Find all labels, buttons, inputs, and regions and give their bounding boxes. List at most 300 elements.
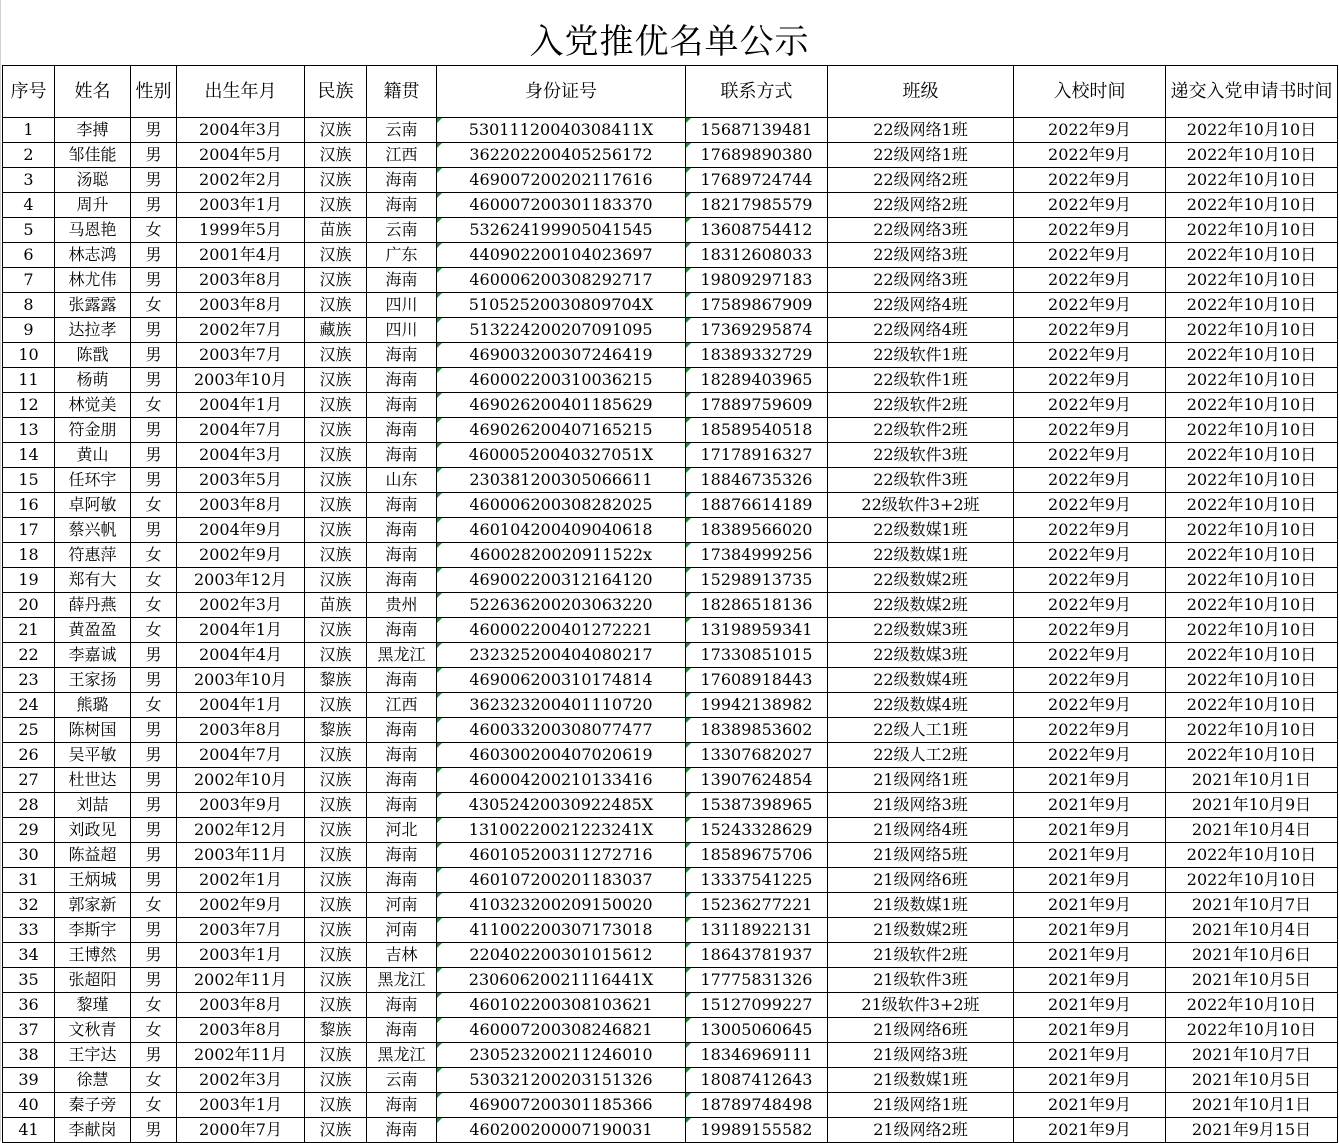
cell-enroll-date[interactable]: 2022年9月 bbox=[1014, 518, 1166, 543]
cell-id-number[interactable]: 230381200305066611 bbox=[437, 468, 686, 493]
cell-hometown[interactable]: 海南 bbox=[367, 368, 437, 393]
cell-hometown[interactable]: 海南 bbox=[367, 518, 437, 543]
cell-class[interactable]: 22级数媒2班 bbox=[828, 568, 1014, 593]
cell-contact[interactable]: 18087412643 bbox=[686, 1068, 828, 1093]
cell-name[interactable]: 马恩艳 bbox=[55, 218, 131, 243]
cell-application-date[interactable]: 2021年10月5日 bbox=[1166, 1068, 1338, 1093]
cell-birth[interactable]: 2000年7月 bbox=[177, 1118, 305, 1143]
cell-birth[interactable]: 2004年7月 bbox=[177, 743, 305, 768]
cell-name[interactable]: 林尤伟 bbox=[55, 268, 131, 293]
cell-index[interactable]: 27 bbox=[3, 768, 55, 793]
cell-gender[interactable]: 女 bbox=[131, 693, 177, 718]
cell-application-date[interactable]: 2022年10月10日 bbox=[1166, 243, 1338, 268]
cell-hometown[interactable]: 黑龙江 bbox=[367, 643, 437, 668]
cell-birth[interactable]: 2002年3月 bbox=[177, 593, 305, 618]
cell-id-number[interactable]: 362202200405256172 bbox=[437, 143, 686, 168]
cell-class[interactable]: 21级网络6班 bbox=[828, 1018, 1014, 1043]
cell-name[interactable]: 杜世达 bbox=[55, 768, 131, 793]
cell-class[interactable]: 22级数媒1班 bbox=[828, 518, 1014, 543]
cell-enroll-date[interactable]: 2021年9月 bbox=[1014, 1043, 1166, 1068]
cell-index[interactable]: 28 bbox=[3, 793, 55, 818]
cell-id-number[interactable]: 460104200409040618 bbox=[437, 518, 686, 543]
cell-application-date[interactable]: 2022年10月10日 bbox=[1166, 593, 1338, 618]
cell-name[interactable]: 陈益超 bbox=[55, 843, 131, 868]
cell-hometown[interactable]: 海南 bbox=[367, 668, 437, 693]
cell-application-date[interactable]: 2022年10月10日 bbox=[1166, 718, 1338, 743]
cell-name[interactable]: 符惠萍 bbox=[55, 543, 131, 568]
cell-hometown[interactable]: 四川 bbox=[367, 293, 437, 318]
cell-gender[interactable]: 男 bbox=[131, 418, 177, 443]
cell-id-number[interactable]: 51052520030809704X bbox=[437, 293, 686, 318]
cell-name[interactable]: 文秋青 bbox=[55, 1018, 131, 1043]
cell-name[interactable]: 邹佳能 bbox=[55, 143, 131, 168]
cell-application-date[interactable]: 2022年10月10日 bbox=[1166, 293, 1338, 318]
cell-birth[interactable]: 2003年1月 bbox=[177, 193, 305, 218]
cell-contact[interactable]: 13198959341 bbox=[686, 618, 828, 643]
cell-name[interactable]: 李搏 bbox=[55, 118, 131, 143]
cell-index[interactable]: 12 bbox=[3, 393, 55, 418]
cell-birth[interactable]: 2003年8月 bbox=[177, 293, 305, 318]
cell-id-number[interactable]: 469002200312164120 bbox=[437, 568, 686, 593]
cell-application-date[interactable]: 2022年10月10日 bbox=[1166, 743, 1338, 768]
cell-contact[interactable]: 18389566020 bbox=[686, 518, 828, 543]
header-contact[interactable]: 联系方式 bbox=[686, 66, 828, 118]
cell-gender[interactable]: 女 bbox=[131, 593, 177, 618]
cell-gender[interactable]: 男 bbox=[131, 368, 177, 393]
cell-index[interactable]: 32 bbox=[3, 893, 55, 918]
cell-application-date[interactable]: 2022年10月10日 bbox=[1166, 843, 1338, 868]
cell-index[interactable]: 5 bbox=[3, 218, 55, 243]
cell-contact[interactable]: 17689890380 bbox=[686, 143, 828, 168]
cell-class[interactable]: 21级数媒1班 bbox=[828, 1068, 1014, 1093]
cell-index[interactable]: 19 bbox=[3, 568, 55, 593]
cell-gender[interactable]: 男 bbox=[131, 843, 177, 868]
cell-birth[interactable]: 2004年9月 bbox=[177, 518, 305, 543]
cell-hometown[interactable]: 河南 bbox=[367, 918, 437, 943]
cell-name[interactable]: 徐慧 bbox=[55, 1068, 131, 1093]
cell-name[interactable]: 卓阿敏 bbox=[55, 493, 131, 518]
cell-ethnicity[interactable]: 汉族 bbox=[305, 193, 367, 218]
cell-enroll-date[interactable]: 2021年9月 bbox=[1014, 1018, 1166, 1043]
cell-birth[interactable]: 2003年10月 bbox=[177, 668, 305, 693]
cell-ethnicity[interactable]: 汉族 bbox=[305, 418, 367, 443]
cell-index[interactable]: 39 bbox=[3, 1068, 55, 1093]
cell-name[interactable]: 汤聪 bbox=[55, 168, 131, 193]
cell-application-date[interactable]: 2022年10月10日 bbox=[1166, 618, 1338, 643]
cell-index[interactable]: 17 bbox=[3, 518, 55, 543]
cell-ethnicity[interactable]: 汉族 bbox=[305, 943, 367, 968]
cell-hometown[interactable]: 海南 bbox=[367, 1118, 437, 1143]
cell-index[interactable]: 22 bbox=[3, 643, 55, 668]
cell-contact[interactable]: 18286518136 bbox=[686, 593, 828, 618]
cell-id-number[interactable]: 460006200308282025 bbox=[437, 493, 686, 518]
cell-ethnicity[interactable]: 汉族 bbox=[305, 843, 367, 868]
cell-application-date[interactable]: 2022年10月10日 bbox=[1166, 368, 1338, 393]
cell-index[interactable]: 38 bbox=[3, 1043, 55, 1068]
cell-id-number[interactable]: 230523200211246010 bbox=[437, 1043, 686, 1068]
header-class[interactable]: 班级 bbox=[828, 66, 1014, 118]
cell-birth[interactable]: 2003年8月 bbox=[177, 1018, 305, 1043]
cell-enroll-date[interactable]: 2022年9月 bbox=[1014, 618, 1166, 643]
cell-enroll-date[interactable]: 2022年9月 bbox=[1014, 568, 1166, 593]
cell-birth[interactable]: 2002年11月 bbox=[177, 968, 305, 993]
header-index[interactable]: 序号 bbox=[3, 66, 55, 118]
cell-hometown[interactable]: 海南 bbox=[367, 1093, 437, 1118]
cell-hometown[interactable]: 广东 bbox=[367, 243, 437, 268]
cell-birth[interactable]: 2002年11月 bbox=[177, 1043, 305, 1068]
cell-birth[interactable]: 2003年8月 bbox=[177, 718, 305, 743]
cell-index[interactable]: 35 bbox=[3, 968, 55, 993]
cell-id-number[interactable]: 522636200203063220 bbox=[437, 593, 686, 618]
cell-enroll-date[interactable]: 2022年9月 bbox=[1014, 193, 1166, 218]
cell-class[interactable]: 22级人工2班 bbox=[828, 743, 1014, 768]
cell-enroll-date[interactable]: 2022年9月 bbox=[1014, 493, 1166, 518]
cell-hometown[interactable]: 贵州 bbox=[367, 593, 437, 618]
cell-gender[interactable]: 女 bbox=[131, 293, 177, 318]
cell-id-number[interactable]: 440902200104023697 bbox=[437, 243, 686, 268]
cell-gender[interactable]: 女 bbox=[131, 1093, 177, 1118]
cell-enroll-date[interactable]: 2022年9月 bbox=[1014, 318, 1166, 343]
cell-birth[interactable]: 2003年12月 bbox=[177, 568, 305, 593]
cell-class[interactable]: 22级网络1班 bbox=[828, 118, 1014, 143]
cell-index[interactable]: 23 bbox=[3, 668, 55, 693]
cell-index[interactable]: 26 bbox=[3, 743, 55, 768]
cell-ethnicity[interactable]: 苗族 bbox=[305, 593, 367, 618]
cell-birth[interactable]: 2002年3月 bbox=[177, 1068, 305, 1093]
cell-name[interactable]: 林觉美 bbox=[55, 393, 131, 418]
cell-gender[interactable]: 男 bbox=[131, 668, 177, 693]
cell-class[interactable]: 22级网络1班 bbox=[828, 143, 1014, 168]
cell-ethnicity[interactable]: 汉族 bbox=[305, 118, 367, 143]
cell-gender[interactable]: 男 bbox=[131, 918, 177, 943]
cell-ethnicity[interactable]: 汉族 bbox=[305, 393, 367, 418]
cell-enroll-date[interactable]: 2021年9月 bbox=[1014, 1093, 1166, 1118]
cell-hometown[interactable]: 海南 bbox=[367, 493, 437, 518]
cell-enroll-date[interactable]: 2022年9月 bbox=[1014, 718, 1166, 743]
cell-gender[interactable]: 女 bbox=[131, 543, 177, 568]
cell-enroll-date[interactable]: 2022年9月 bbox=[1014, 693, 1166, 718]
cell-name[interactable]: 薛丹燕 bbox=[55, 593, 131, 618]
cell-class[interactable]: 22级数媒1班 bbox=[828, 543, 1014, 568]
cell-application-date[interactable]: 2022年10月10日 bbox=[1166, 318, 1338, 343]
cell-class[interactable]: 22级人工1班 bbox=[828, 718, 1014, 743]
cell-id-number[interactable]: 460004200210133416 bbox=[437, 768, 686, 793]
cell-class[interactable]: 22级软件1班 bbox=[828, 368, 1014, 393]
cell-birth[interactable]: 2003年7月 bbox=[177, 918, 305, 943]
cell-application-date[interactable]: 2021年10月4日 bbox=[1166, 818, 1338, 843]
cell-birth[interactable]: 2004年7月 bbox=[177, 418, 305, 443]
cell-contact[interactable]: 18289403965 bbox=[686, 368, 828, 393]
cell-application-date[interactable]: 2022年10月10日 bbox=[1166, 568, 1338, 593]
cell-ethnicity[interactable]: 汉族 bbox=[305, 568, 367, 593]
cell-birth[interactable]: 2002年9月 bbox=[177, 893, 305, 918]
cell-contact[interactable]: 19809297183 bbox=[686, 268, 828, 293]
cell-class[interactable]: 21级网络2班 bbox=[828, 1118, 1014, 1143]
cell-gender[interactable]: 女 bbox=[131, 493, 177, 518]
cell-gender[interactable]: 女 bbox=[131, 993, 177, 1018]
cell-application-date[interactable]: 2022年10月10日 bbox=[1166, 518, 1338, 543]
cell-hometown[interactable]: 江西 bbox=[367, 143, 437, 168]
cell-hometown[interactable]: 四川 bbox=[367, 318, 437, 343]
cell-index[interactable]: 7 bbox=[3, 268, 55, 293]
cell-enroll-date[interactable]: 2022年9月 bbox=[1014, 418, 1166, 443]
cell-application-date[interactable]: 2022年10月10日 bbox=[1166, 993, 1338, 1018]
cell-index[interactable]: 14 bbox=[3, 443, 55, 468]
cell-hometown[interactable]: 海南 bbox=[367, 193, 437, 218]
cell-gender[interactable]: 女 bbox=[131, 893, 177, 918]
cell-contact[interactable]: 17369295874 bbox=[686, 318, 828, 343]
cell-ethnicity[interactable]: 汉族 bbox=[305, 1068, 367, 1093]
cell-hometown[interactable]: 海南 bbox=[367, 268, 437, 293]
cell-name[interactable]: 周升 bbox=[55, 193, 131, 218]
cell-name[interactable]: 黎瑾 bbox=[55, 993, 131, 1018]
cell-id-number[interactable]: 410323200209150020 bbox=[437, 893, 686, 918]
cell-hometown[interactable]: 海南 bbox=[367, 868, 437, 893]
cell-id-number[interactable]: 46002820020911522x bbox=[437, 543, 686, 568]
cell-ethnicity[interactable]: 汉族 bbox=[305, 518, 367, 543]
cell-birth[interactable]: 2004年1月 bbox=[177, 618, 305, 643]
cell-id-number[interactable]: 53011120040308411X bbox=[437, 118, 686, 143]
cell-class[interactable]: 21级网络5班 bbox=[828, 843, 1014, 868]
cell-id-number[interactable]: 411002200307173018 bbox=[437, 918, 686, 943]
cell-index[interactable]: 11 bbox=[3, 368, 55, 393]
cell-ethnicity[interactable]: 汉族 bbox=[305, 993, 367, 1018]
cell-hometown[interactable]: 海南 bbox=[367, 343, 437, 368]
cell-hometown[interactable]: 云南 bbox=[367, 1068, 437, 1093]
cell-name[interactable]: 李献岗 bbox=[55, 1118, 131, 1143]
cell-application-date[interactable]: 2022年10月10日 bbox=[1166, 493, 1338, 518]
cell-name[interactable]: 李嘉诚 bbox=[55, 643, 131, 668]
cell-ethnicity[interactable]: 汉族 bbox=[305, 468, 367, 493]
cell-contact[interactable]: 15387398965 bbox=[686, 793, 828, 818]
cell-class[interactable]: 22级软件2班 bbox=[828, 418, 1014, 443]
cell-name[interactable]: 林志鸿 bbox=[55, 243, 131, 268]
cell-enroll-date[interactable]: 2021年9月 bbox=[1014, 768, 1166, 793]
cell-class[interactable]: 21级网络3班 bbox=[828, 1043, 1014, 1068]
cell-ethnicity[interactable]: 汉族 bbox=[305, 543, 367, 568]
cell-class[interactable]: 22级软件1班 bbox=[828, 343, 1014, 368]
cell-application-date[interactable]: 2022年10月10日 bbox=[1166, 1018, 1338, 1043]
cell-contact[interactable]: 19989155582 bbox=[686, 1118, 828, 1143]
cell-id-number[interactable]: 513224200207091095 bbox=[437, 318, 686, 343]
cell-name[interactable]: 杨萌 bbox=[55, 368, 131, 393]
cell-index[interactable]: 24 bbox=[3, 693, 55, 718]
cell-id-number[interactable]: 469007200202117616 bbox=[437, 168, 686, 193]
cell-gender[interactable]: 男 bbox=[131, 1118, 177, 1143]
cell-hometown[interactable]: 海南 bbox=[367, 168, 437, 193]
cell-enroll-date[interactable]: 2021年9月 bbox=[1014, 868, 1166, 893]
cell-index[interactable]: 33 bbox=[3, 918, 55, 943]
cell-id-number[interactable]: 460300200407020619 bbox=[437, 743, 686, 768]
cell-class[interactable]: 22级数媒2班 bbox=[828, 593, 1014, 618]
cell-enroll-date[interactable]: 2021年9月 bbox=[1014, 1068, 1166, 1093]
cell-ethnicity[interactable]: 汉族 bbox=[305, 268, 367, 293]
cell-hometown[interactable]: 海南 bbox=[367, 618, 437, 643]
cell-index[interactable]: 25 bbox=[3, 718, 55, 743]
cell-name[interactable]: 黄盈盈 bbox=[55, 618, 131, 643]
cell-id-number[interactable]: 13100220021223241X bbox=[437, 818, 686, 843]
cell-name[interactable]: 王博然 bbox=[55, 943, 131, 968]
cell-hometown[interactable]: 海南 bbox=[367, 418, 437, 443]
cell-name[interactable]: 陈树国 bbox=[55, 718, 131, 743]
cell-index[interactable]: 34 bbox=[3, 943, 55, 968]
cell-name[interactable]: 秦子旁 bbox=[55, 1093, 131, 1118]
cell-enroll-date[interactable]: 2022年9月 bbox=[1014, 243, 1166, 268]
cell-gender[interactable]: 男 bbox=[131, 318, 177, 343]
cell-contact[interactable]: 15687139481 bbox=[686, 118, 828, 143]
cell-contact[interactable]: 18312608033 bbox=[686, 243, 828, 268]
cell-contact[interactable]: 17608918443 bbox=[686, 668, 828, 693]
cell-enroll-date[interactable]: 2022年9月 bbox=[1014, 668, 1166, 693]
cell-gender[interactable]: 男 bbox=[131, 743, 177, 768]
cell-gender[interactable]: 女 bbox=[131, 618, 177, 643]
cell-contact[interactable]: 18346969111 bbox=[686, 1043, 828, 1068]
cell-index[interactable]: 13 bbox=[3, 418, 55, 443]
cell-gender[interactable]: 男 bbox=[131, 118, 177, 143]
cell-application-date[interactable]: 2022年10月10日 bbox=[1166, 643, 1338, 668]
cell-hometown[interactable]: 海南 bbox=[367, 743, 437, 768]
header-ethnicity[interactable]: 民族 bbox=[305, 66, 367, 118]
cell-hometown[interactable]: 河北 bbox=[367, 818, 437, 843]
cell-contact[interactable]: 15298913735 bbox=[686, 568, 828, 593]
cell-gender[interactable]: 男 bbox=[131, 1043, 177, 1068]
cell-class[interactable]: 21级数媒2班 bbox=[828, 918, 1014, 943]
cell-id-number[interactable]: 469026200407165215 bbox=[437, 418, 686, 443]
cell-class[interactable]: 21级数媒1班 bbox=[828, 893, 1014, 918]
cell-ethnicity[interactable]: 汉族 bbox=[305, 1093, 367, 1118]
cell-id-number[interactable]: 460102200308103621 bbox=[437, 993, 686, 1018]
cell-gender[interactable]: 女 bbox=[131, 218, 177, 243]
cell-name[interactable]: 吴平敏 bbox=[55, 743, 131, 768]
cell-hometown[interactable]: 海南 bbox=[367, 543, 437, 568]
cell-enroll-date[interactable]: 2022年9月 bbox=[1014, 168, 1166, 193]
cell-birth[interactable]: 2003年5月 bbox=[177, 468, 305, 493]
cell-contact[interactable]: 17689724744 bbox=[686, 168, 828, 193]
cell-ethnicity[interactable]: 黎族 bbox=[305, 718, 367, 743]
cell-application-date[interactable]: 2022年10月10日 bbox=[1166, 693, 1338, 718]
cell-index[interactable]: 36 bbox=[3, 993, 55, 1018]
cell-id-number[interactable]: 460002200310036215 bbox=[437, 368, 686, 393]
cell-class[interactable]: 22级软件2班 bbox=[828, 393, 1014, 418]
cell-id-number[interactable]: 460007200308246821 bbox=[437, 1018, 686, 1043]
cell-enroll-date[interactable]: 2022年9月 bbox=[1014, 643, 1166, 668]
cell-id-number[interactable]: 43052420030922485X bbox=[437, 793, 686, 818]
cell-application-date[interactable]: 2021年10月7日 bbox=[1166, 893, 1338, 918]
cell-gender[interactable]: 女 bbox=[131, 568, 177, 593]
cell-name[interactable]: 张露露 bbox=[55, 293, 131, 318]
cell-name[interactable]: 王炳城 bbox=[55, 868, 131, 893]
cell-index[interactable]: 40 bbox=[3, 1093, 55, 1118]
cell-gender[interactable]: 男 bbox=[131, 968, 177, 993]
cell-name[interactable]: 蔡兴帆 bbox=[55, 518, 131, 543]
cell-class[interactable]: 21级软件3班 bbox=[828, 968, 1014, 993]
cell-enroll-date[interactable]: 2022年9月 bbox=[1014, 593, 1166, 618]
cell-enroll-date[interactable]: 2021年9月 bbox=[1014, 893, 1166, 918]
cell-id-number[interactable]: 46000520040327051X bbox=[437, 443, 686, 468]
cell-gender[interactable]: 女 bbox=[131, 1068, 177, 1093]
cell-ethnicity[interactable]: 汉族 bbox=[305, 143, 367, 168]
cell-contact[interactable]: 13608754412 bbox=[686, 218, 828, 243]
cell-application-date[interactable]: 2022年10月10日 bbox=[1166, 168, 1338, 193]
cell-index[interactable]: 18 bbox=[3, 543, 55, 568]
cell-application-date[interactable]: 2021年10月1日 bbox=[1166, 1093, 1338, 1118]
cell-index[interactable]: 2 bbox=[3, 143, 55, 168]
cell-id-number[interactable]: 532624199905041545 bbox=[437, 218, 686, 243]
cell-class[interactable]: 22级软件3班 bbox=[828, 468, 1014, 493]
cell-index[interactable]: 9 bbox=[3, 318, 55, 343]
cell-contact[interactable]: 17330851015 bbox=[686, 643, 828, 668]
cell-enroll-date[interactable]: 2022年9月 bbox=[1014, 443, 1166, 468]
cell-hometown[interactable]: 江西 bbox=[367, 693, 437, 718]
cell-index[interactable]: 10 bbox=[3, 343, 55, 368]
cell-ethnicity[interactable]: 汉族 bbox=[305, 768, 367, 793]
cell-ethnicity[interactable]: 汉族 bbox=[305, 793, 367, 818]
cell-contact[interactable]: 13337541225 bbox=[686, 868, 828, 893]
cell-application-date[interactable]: 2022年10月10日 bbox=[1166, 193, 1338, 218]
cell-enroll-date[interactable]: 2022年9月 bbox=[1014, 468, 1166, 493]
cell-id-number[interactable]: 362323200401110720 bbox=[437, 693, 686, 718]
cell-contact[interactable]: 13307682027 bbox=[686, 743, 828, 768]
cell-class[interactable]: 21级网络1班 bbox=[828, 1093, 1014, 1118]
cell-name[interactable]: 张超阳 bbox=[55, 968, 131, 993]
cell-name[interactable]: 郑有大 bbox=[55, 568, 131, 593]
cell-id-number[interactable]: 460200200007190031 bbox=[437, 1118, 686, 1143]
cell-gender[interactable]: 男 bbox=[131, 643, 177, 668]
cell-birth[interactable]: 2003年7月 bbox=[177, 343, 305, 368]
cell-ethnicity[interactable]: 汉族 bbox=[305, 643, 367, 668]
cell-enroll-date[interactable]: 2022年9月 bbox=[1014, 393, 1166, 418]
cell-index[interactable]: 15 bbox=[3, 468, 55, 493]
cell-ethnicity[interactable]: 汉族 bbox=[305, 168, 367, 193]
cell-birth[interactable]: 2004年1月 bbox=[177, 693, 305, 718]
cell-enroll-date[interactable]: 2021年9月 bbox=[1014, 993, 1166, 1018]
cell-class[interactable]: 22级网络3班 bbox=[828, 218, 1014, 243]
cell-index[interactable]: 16 bbox=[3, 493, 55, 518]
cell-gender[interactable]: 男 bbox=[131, 268, 177, 293]
cell-contact[interactable]: 18589540518 bbox=[686, 418, 828, 443]
cell-contact[interactable]: 18217985579 bbox=[686, 193, 828, 218]
cell-name[interactable]: 李斯宇 bbox=[55, 918, 131, 943]
cell-ethnicity[interactable]: 汉族 bbox=[305, 343, 367, 368]
cell-class[interactable]: 22级数媒4班 bbox=[828, 668, 1014, 693]
cell-id-number[interactable]: 460007200301183370 bbox=[437, 193, 686, 218]
cell-birth[interactable]: 2002年7月 bbox=[177, 318, 305, 343]
cell-class[interactable]: 21级网络1班 bbox=[828, 768, 1014, 793]
cell-id-number[interactable]: 469006200310174814 bbox=[437, 668, 686, 693]
cell-enroll-date[interactable]: 2021年9月 bbox=[1014, 843, 1166, 868]
cell-birth[interactable]: 2003年1月 bbox=[177, 1093, 305, 1118]
cell-hometown[interactable]: 吉林 bbox=[367, 943, 437, 968]
cell-application-date[interactable]: 2021年10月9日 bbox=[1166, 793, 1338, 818]
cell-name[interactable]: 熊璐 bbox=[55, 693, 131, 718]
cell-ethnicity[interactable]: 汉族 bbox=[305, 1118, 367, 1143]
cell-ethnicity[interactable]: 汉族 bbox=[305, 493, 367, 518]
cell-class[interactable]: 22级网络2班 bbox=[828, 168, 1014, 193]
cell-hometown[interactable]: 河南 bbox=[367, 893, 437, 918]
cell-class[interactable]: 22级数媒3班 bbox=[828, 618, 1014, 643]
cell-class[interactable]: 21级网络3班 bbox=[828, 793, 1014, 818]
cell-name[interactable]: 刘政见 bbox=[55, 818, 131, 843]
cell-enroll-date[interactable]: 2021年9月 bbox=[1014, 943, 1166, 968]
cell-enroll-date[interactable]: 2021年9月 bbox=[1014, 968, 1166, 993]
cell-application-date[interactable]: 2022年10月10日 bbox=[1166, 268, 1338, 293]
cell-ethnicity[interactable]: 苗族 bbox=[305, 218, 367, 243]
cell-id-number[interactable]: 469026200401185629 bbox=[437, 393, 686, 418]
cell-enroll-date[interactable]: 2021年9月 bbox=[1014, 918, 1166, 943]
cell-hometown[interactable]: 海南 bbox=[367, 393, 437, 418]
cell-id-number[interactable]: 530321200203151326 bbox=[437, 1068, 686, 1093]
cell-contact[interactable]: 17589867909 bbox=[686, 293, 828, 318]
